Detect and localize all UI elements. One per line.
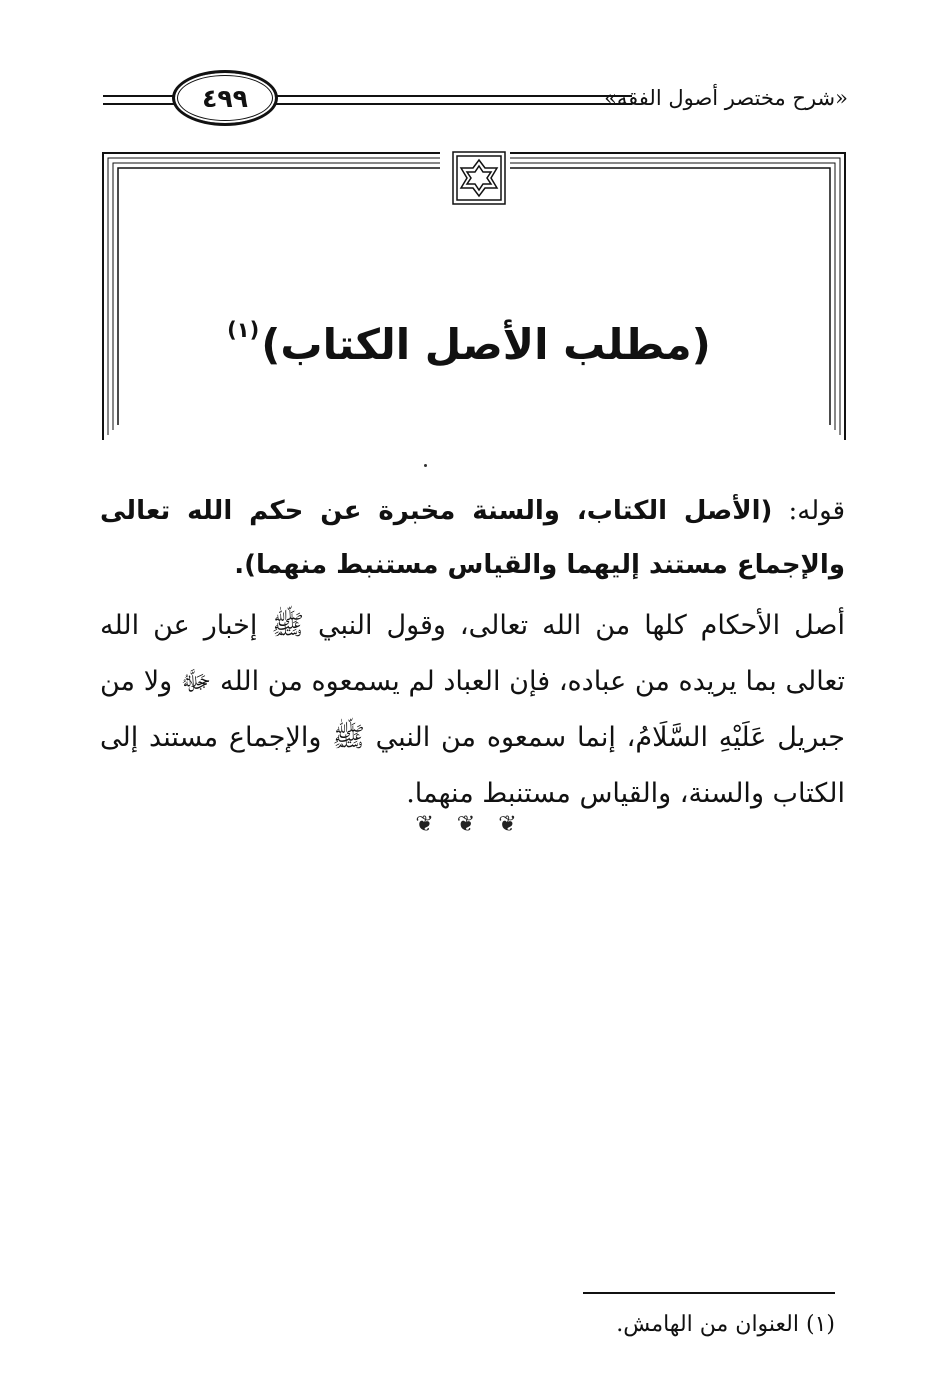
page-number: ٤٩٩	[202, 83, 248, 113]
footnote-separator	[583, 1292, 835, 1294]
running-title: «شرح مختصر أصول الفقه»	[604, 86, 848, 110]
stray-dot	[424, 464, 427, 467]
section-end-ornament: ❦ ❦ ❦	[415, 812, 525, 837]
header-rule-right	[272, 95, 632, 105]
footnote-text: العنوان من الهامش.	[616, 1312, 799, 1337]
footnote-marker: (١)	[805, 1312, 835, 1337]
footnote-ref: (١)	[227, 318, 260, 342]
quote-lead: قوله:	[772, 496, 845, 526]
quoted-matn-paragraph	[100, 484, 845, 592]
chapter-title	[130, 318, 808, 369]
page-number-oval	[172, 70, 278, 126]
quote-text: (الأصل الكتاب، والسنة مخبرة عن حكم الله تعالى والإجماع مستند إليهما والقياس مستنبط منهما).	[100, 496, 845, 580]
frame-ornament-icon	[451, 150, 507, 206]
chapter-title-text: (مطلب الأصل الكتاب)	[261, 320, 711, 369]
header-rule-left	[103, 95, 175, 105]
footnote	[616, 1312, 835, 1337]
explanation-paragraph: أصل الأحكام كلها من الله تعالى، وقول النبي ﷺ إخبار عن الله تعالى بما يريده من عباده، فإن العباد لم يسمعوه من الله ﷻ ولا من جبريل عَلَيْهِ السَّلَامُ، إنما سمعوه من النبي ﷺ والإجماع مستند إلى الكتاب والسنة، والقياس مستنبط منهما.	[100, 610, 845, 809]
